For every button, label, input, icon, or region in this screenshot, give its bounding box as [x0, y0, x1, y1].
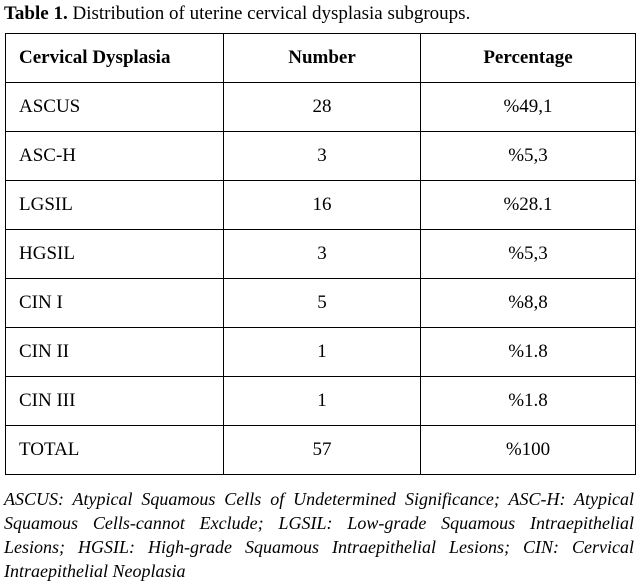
header-number: Number [224, 34, 421, 83]
table-row [6, 328, 636, 377]
header-cervical-dysplasia: Cervical Dysplasia [6, 34, 224, 83]
cell-percentage: %49,1 [421, 83, 636, 132]
cell-number: 5 [224, 279, 421, 328]
cell-dysplasia: HGSIL [6, 230, 224, 279]
cell-number: 1 [224, 328, 421, 377]
cell-number: 1 [224, 377, 421, 426]
cell-number: 3 [224, 132, 421, 181]
cell-number: 3 [224, 230, 421, 279]
table-row [6, 377, 636, 426]
cell-total-label: TOTAL [6, 426, 224, 475]
cell-percentage: %1.8 [421, 328, 636, 377]
cell-total-number: 57 [224, 426, 421, 475]
cell-total-percentage: %100 [421, 426, 636, 475]
caption-text: Distribution of uterine cervical dysplasia subgroups. [67, 3, 471, 24]
cell-dysplasia: ASCUS [6, 83, 224, 132]
table-row [6, 181, 636, 230]
total-row [6, 426, 636, 475]
table-row [6, 279, 636, 328]
cell-percentage: %28.1 [421, 181, 636, 230]
cell-percentage: %8,8 [421, 279, 636, 328]
cell-dysplasia: LGSIL [6, 181, 224, 230]
cell-dysplasia: CIN III [6, 377, 224, 426]
cell-number: 16 [224, 181, 421, 230]
cell-number: 28 [224, 83, 421, 132]
dysplasia-table [5, 33, 636, 475]
table-row [6, 132, 636, 181]
cell-dysplasia: CIN II [6, 328, 224, 377]
cell-percentage: %1.8 [421, 377, 636, 426]
cell-percentage: %5,3 [421, 132, 636, 181]
table-row [6, 83, 636, 132]
header-row [6, 34, 636, 83]
cell-dysplasia: CIN I [6, 279, 224, 328]
header-percentage: Percentage [421, 34, 636, 83]
caption-label: Table 1. [4, 3, 68, 24]
table-footnote: ASCUS: Atypical Squamous Cells of Undetermined Significance; ASC-H: Atypical Squamous Cells-cannot Exclude; LGSIL: Low-grade Squamous Intraepithelial Lesions; HGSIL: High-grade Squamous Intraepithelial Lesions; CIN: Cervical Intraepithelial Neoplasia [4, 489, 634, 581]
cell-dysplasia: ASC-H [6, 132, 224, 181]
table-caption [4, 2, 640, 26]
cell-percentage: %5,3 [421, 230, 636, 279]
table-row [6, 230, 636, 279]
